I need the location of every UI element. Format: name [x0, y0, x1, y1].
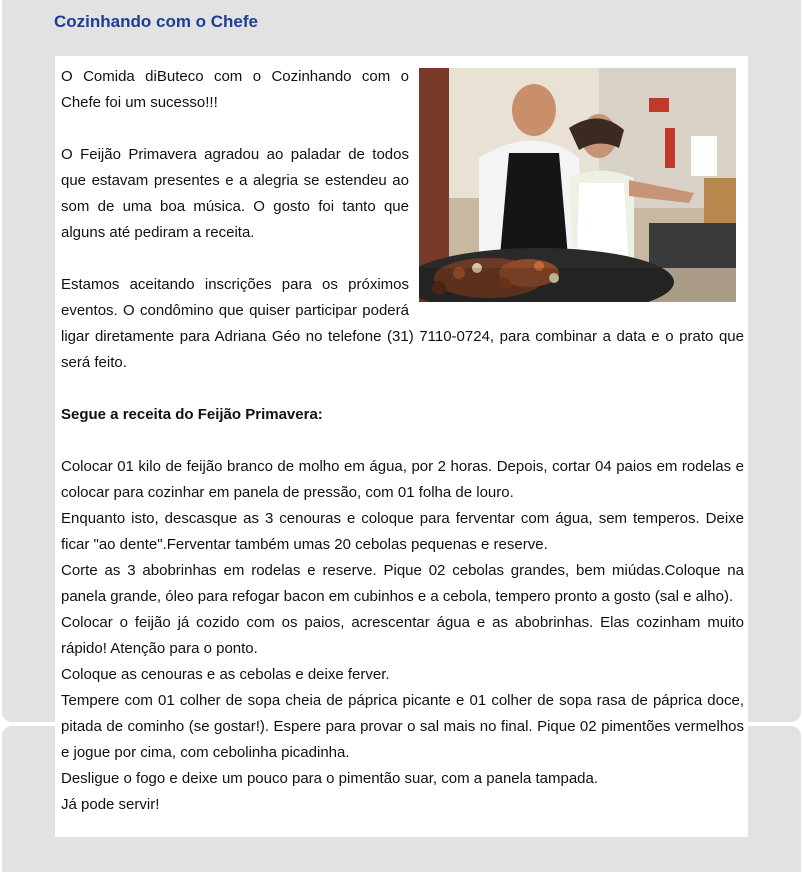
intro-paragraph-2: O Feijão Primavera agradou ao paladar de todos que estavam presentes e a alegria se estendeu ao som de uma boa música. O gosto foi tanto que alguns até pediram a receita. — [61, 146, 409, 241]
two-cooks-photo — [419, 68, 736, 302]
intro-paragraph-1: O Comida diButeco com o Cozinhando com o Chefe foi um sucesso!!! — [61, 68, 409, 111]
page-title: Cozinhando com o Chefe — [54, 12, 258, 31]
recipe-step: Enquanto isto, descasque as 3 cenouras e coloque para ferventar com água, sem temperos. Deixe ficar "ao dente".Ferventar também umas 20 cebolas pequenas e reserve. — [61, 510, 744, 553]
recipe-step: Colocar 01 kilo de feijão branco de molho em água, por 2 horas. Depois, cortar 04 paios em rodelas e colocar para cozinhar em panela de pressão, com 01 folha de louro. — [61, 458, 744, 501]
recipe-step: Já pode servir! — [61, 796, 160, 813]
recipe-heading: Segue a receita do Feijão Primavera: — [61, 406, 323, 423]
recipe-step: Desligue o fogo e deixe um pouco para o pimentão suar, com a panela tampada. — [61, 770, 599, 787]
recipe-step: Colocar o feijão já cozido com os paios, acrescentar água e as abobrinhas. Elas cozinham muito rápido! Atenção para o ponto. — [61, 614, 744, 657]
intro-paragraph-3: Estamos aceitando inscrições para os próximos eventos. O condômino que quiser participar poderá ligar diretamente para Adriana Géo no telefone (31) 7110-0724, para combinar a data e o prato que será feito. — [61, 276, 744, 371]
photo-illustration — [419, 68, 736, 302]
recipe-step: Tempere com 01 colher de sopa cheia de páprica picante e 01 colher de sopa rasa de páprica doce, pitada de cominho (se gostar!). Espere para provar o sal mais no final. Pique 02 pimentões vermelhos e jogue por cima, com cebolinha picadinha. — [61, 692, 744, 761]
recipe-step: Coloque as cenouras e as cebolas e deixe ferver. — [61, 666, 390, 683]
article-content — [55, 56, 748, 837]
recipe-step: Corte as 3 abobrinhas em rodelas e reserve. Pique 02 cebolas grandes, bem miúdas.Coloque na panela grande, óleo para refogar bacon em cubinhos e a cebola, tempero pronto a gosto (sal e alho). — [61, 562, 744, 605]
